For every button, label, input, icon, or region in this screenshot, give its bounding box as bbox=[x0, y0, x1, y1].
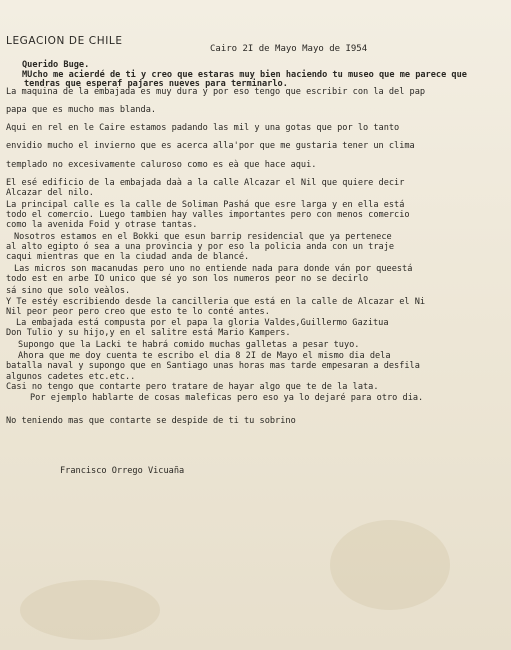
body-line: templado no excesivamente caluroso como es eà que hace aqui. bbox=[6, 160, 317, 170]
closing-line: No teniendo mas que contarte se despide de ti tu sobrino bbox=[6, 416, 296, 426]
body-line: Nil peor peor pero creo que esto te lo conté antes. bbox=[6, 307, 270, 317]
body-line: La embajada está compusta por el papa la gloria Valdes,Guillermo Gazitua bbox=[16, 318, 389, 328]
body-line: Don Tulio y su hijo,y en el salitre está Mario Kampers. bbox=[6, 328, 291, 338]
body-line: Aqui en rel en le Caire estamos padando las mil y una gotas que por lo tanto bbox=[6, 123, 400, 133]
body-line: todo el comercio. Luego tambien hay valles importantes pero con menos comercio bbox=[6, 210, 410, 220]
body-line: Supongo que la Lacki te habrá comido muchas galletas a pesar tuyo. bbox=[18, 340, 360, 350]
body-line: como la avenida Foid y otrase tantas. bbox=[6, 220, 198, 230]
body-line: La maquina de la embajada es muy dura y por eso tengo que escribir con la del pap bbox=[6, 87, 426, 97]
body-line: MUcho me acierdé de ti y creo que estaras muy bien haciendo tu museo que me parece que bbox=[22, 70, 467, 80]
body-line: sá sino que solo veàlos. bbox=[6, 286, 131, 296]
body-line: La principal calle es la calle de Soliman Pashá que esre larga y en ella está bbox=[6, 200, 405, 210]
body-line: todo est en arbe IO unico que sé yo son los numeros peor no se decirlo bbox=[6, 274, 369, 284]
salutation: Querido Buge. bbox=[22, 60, 90, 70]
body-line: Ahora que me doy cuenta te escribo el dia 8 2I de Mayo el mismo dia dela bbox=[18, 351, 391, 361]
body-line: Las micros son macanudas pero uno no entiende nada para donde ván por queestá bbox=[14, 264, 413, 274]
body-line: Casi no tengo que contarte pero tratare de hayar algo que te de la lata. bbox=[6, 382, 379, 392]
body-line: caqui mientras que en la ciudad anda de blancé. bbox=[6, 252, 250, 262]
body-line: al alto egipto ó sea a una provincia y por eso la policia anda con un traje bbox=[6, 242, 395, 252]
paper-stain bbox=[330, 520, 450, 610]
body-line: El esé edificio de la embajada daà a la calle Alcazar el Nil que quiere decir bbox=[6, 178, 405, 188]
body-line: Nosotros estamos en el Bokki que esun barrip residencial que ya pertenece bbox=[14, 232, 392, 242]
date-line: Cairo 2I de Mayo Mayo de I954 bbox=[210, 44, 368, 54]
letterhead: LEGACION DE CHILE bbox=[6, 35, 123, 47]
body-line: envidio mucho el invierno que es acerca alla'por que me gustaria tener un clima bbox=[6, 141, 415, 151]
body-line: Por ejemplo hablarte de cosas maleficas pero eso ya lo dejaré para otro dia. bbox=[30, 393, 424, 403]
paper-stain bbox=[20, 580, 160, 640]
body-line: Y Te estéy escribiendo desde la cancilleria que está en la calle de Alcazar el Ni bbox=[6, 297, 426, 307]
body-line: papa que es mucho mas blanda. bbox=[6, 105, 157, 115]
body-line: algunos cadetes etc.etc.. bbox=[6, 372, 136, 382]
body-line: batalla naval y supongo que en Santiago unas horas mas tarde empesaran a desfila bbox=[6, 361, 420, 371]
body-line: tendras que esperaf pajares nueves para terminarlo. bbox=[24, 79, 288, 89]
body-line: Alcazar del nilo. bbox=[6, 188, 94, 198]
signature: Francisco Orrego Vicuaña bbox=[60, 466, 185, 476]
